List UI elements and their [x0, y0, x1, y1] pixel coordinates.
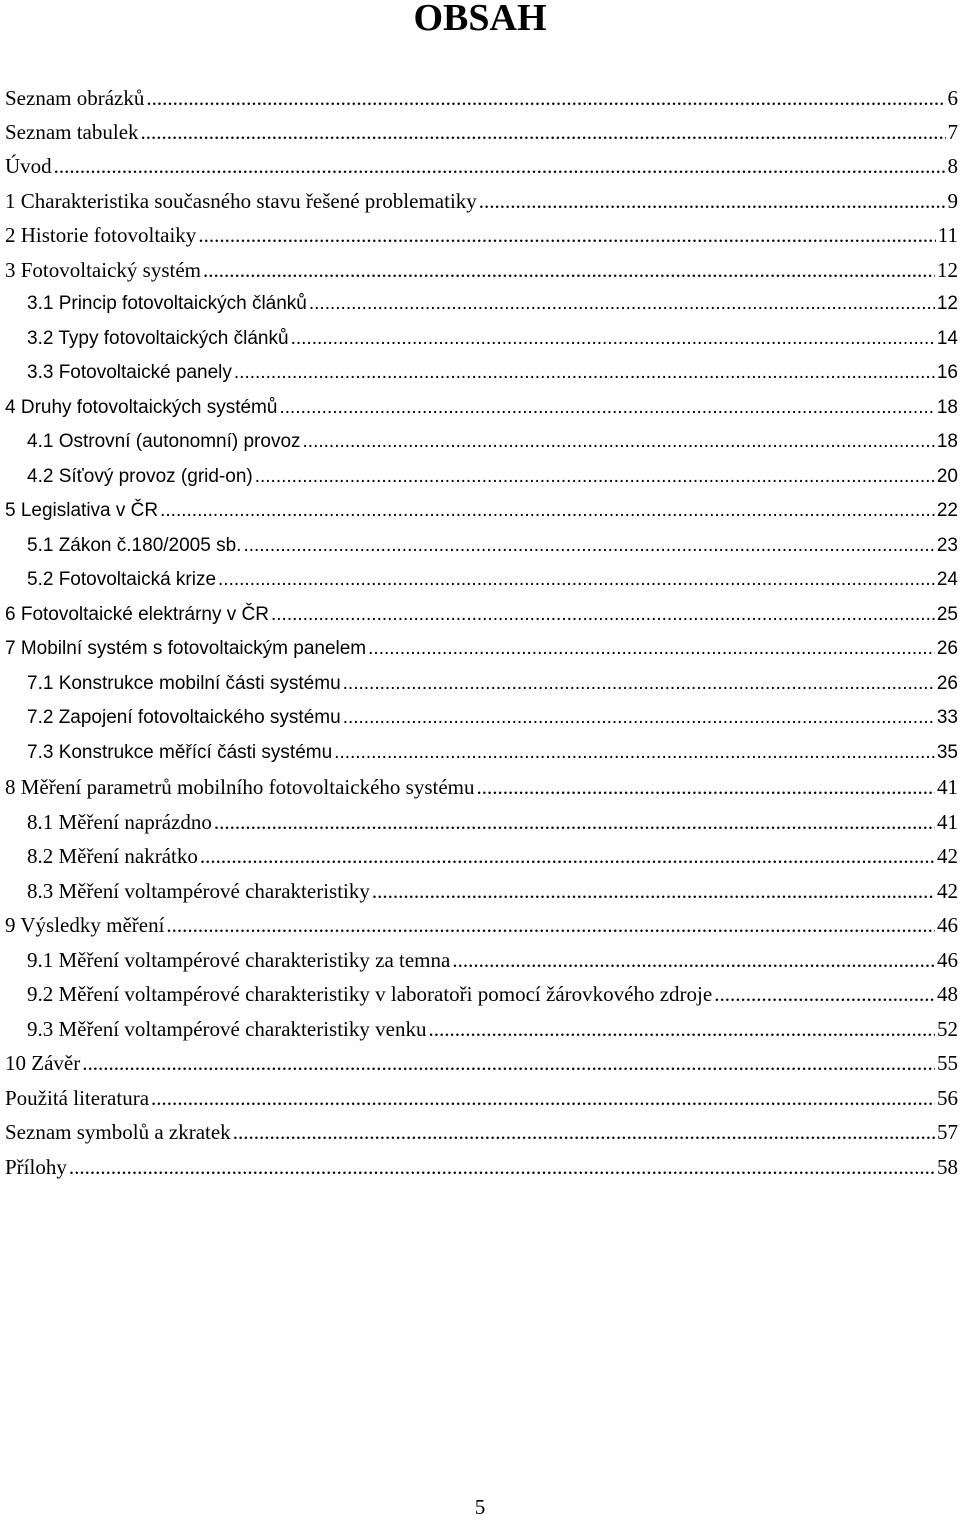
- toc-entry[interactable]: [5, 1084, 960, 1112]
- dot-leader: [198, 221, 935, 249]
- dot-leader: [69, 1153, 935, 1181]
- toc-entry[interactable]: [5, 911, 960, 939]
- toc-entry-text: 5 Legislativa v ČR: [5, 500, 159, 521]
- toc-entry[interactable]: [27, 1015, 960, 1043]
- toc-entry-page: 57: [937, 1120, 958, 1144]
- toc-entry-page: 46: [937, 948, 958, 972]
- toc-entry-page: 26: [936, 638, 958, 659]
- dot-leader: [372, 877, 935, 905]
- toc-entry[interactable]: [5, 635, 960, 663]
- toc-entry-page: 18: [936, 431, 958, 452]
- toc-entry-page: 16: [936, 362, 958, 383]
- dot-leader: [714, 980, 935, 1008]
- toc-entry[interactable]: [27, 808, 960, 836]
- dot-leader: [291, 325, 935, 353]
- toc-entry[interactable]: [27, 739, 960, 767]
- toc-entry[interactable]: [27, 877, 960, 905]
- page-title: OBSAH: [413, 0, 547, 39]
- toc-entry[interactable]: [27, 359, 960, 387]
- toc-entry-text: Přílohy: [5, 1155, 67, 1179]
- toc-entry-text: 8.1 Měření naprázdno: [27, 810, 212, 834]
- toc-entry-text: 3.1 Princip fotovoltaických článků: [27, 293, 307, 314]
- toc-entry-text: 4.2 Síťový provoz (grid-on): [27, 466, 253, 487]
- dot-leader: [303, 428, 935, 456]
- toc-entry-text: Použitá literatura: [5, 1086, 150, 1110]
- toc-entry[interactable]: [27, 325, 960, 353]
- toc-entry-text: 5.2 Fotovoltaická krize: [27, 569, 217, 590]
- toc-entry-page: 24: [936, 569, 958, 590]
- dot-leader: [151, 1084, 935, 1112]
- dot-leader: [255, 463, 935, 491]
- toc-entry[interactable]: [27, 463, 960, 491]
- toc-entry-text: 8.3 Měření voltampérové charakteristiky: [27, 879, 370, 903]
- toc-entry-text: 2 Historie fotovoltaiky: [5, 223, 197, 247]
- dot-leader: [452, 946, 935, 974]
- toc-entry-text: 7.3 Konstrukce měřící části systému: [27, 742, 333, 763]
- dot-leader: [141, 118, 946, 146]
- toc-entry-page: 42: [937, 844, 958, 868]
- toc-entry-page: 9: [947, 189, 958, 213]
- toc-entry[interactable]: [27, 566, 960, 594]
- toc-entry-page: 42: [937, 879, 958, 903]
- dot-leader: [243, 532, 934, 560]
- toc-entry-page: 46: [937, 913, 958, 937]
- dot-leader: [200, 842, 935, 870]
- dot-leader: [428, 1015, 935, 1043]
- dot-leader: [146, 84, 945, 112]
- toc-entry-text: 9.2 Měření voltampérové charakteristiky v laboratoři pomocí žárovkového zdroje: [27, 982, 713, 1006]
- toc-entry[interactable]: [27, 290, 960, 318]
- dot-leader: [214, 808, 935, 836]
- toc-entry-text: 7.1 Konstrukce mobilní části systému: [27, 673, 341, 694]
- dot-leader: [343, 670, 935, 698]
- dot-leader: [234, 359, 935, 387]
- toc-entry-page: 14: [936, 328, 958, 349]
- toc-entry[interactable]: [27, 670, 960, 698]
- toc-entry[interactable]: [27, 704, 960, 732]
- toc-entry-text: 9.1 Měření voltampérové charakteristiky za temna: [27, 948, 451, 972]
- toc-entry-text: 9 Výsledky měření: [5, 913, 165, 937]
- dot-leader: [279, 394, 934, 422]
- toc-entry-page: 58: [937, 1155, 958, 1179]
- toc-entry-text: Seznam symbolů a zkratek: [5, 1120, 231, 1144]
- toc-entry-page: 33: [936, 707, 958, 728]
- toc-entry-text: 5.1 Zákon č.180/2005 sb.: [27, 535, 242, 556]
- toc-entry[interactable]: [5, 187, 960, 215]
- dot-leader: [309, 290, 935, 318]
- toc-entry-text: 8.2 Měření nakrátko: [27, 844, 198, 868]
- toc-entry-page: 11: [937, 223, 958, 247]
- toc-entry-text: 9.3 Měření voltampérové charakteristiky venku: [27, 1017, 427, 1041]
- toc-entry-text: 3.2 Typy fotovoltaických článků: [27, 328, 289, 349]
- toc-entry-text: Seznam obrázků: [5, 86, 145, 110]
- toc-entry-text: 1 Charakteristika současného stavu řešené problematiky: [5, 189, 477, 213]
- page-number: 5: [474, 1495, 486, 1519]
- dot-leader: [479, 187, 946, 215]
- toc-entry-text: 4 Druhy fotovoltaických systémů: [5, 397, 278, 418]
- toc-entry[interactable]: [27, 946, 960, 974]
- toc-entry-page: 55: [937, 1051, 958, 1075]
- toc-entry-text: 4.1 Ostrovní (autonomní) provoz: [27, 431, 301, 452]
- toc-entry[interactable]: [27, 532, 960, 560]
- toc-entry[interactable]: [5, 601, 960, 629]
- toc-entry-page: 12: [936, 293, 958, 314]
- dot-leader: [271, 601, 935, 629]
- dot-leader: [233, 1118, 935, 1146]
- toc-entry[interactable]: [5, 773, 960, 801]
- toc-entry[interactable]: [5, 256, 960, 284]
- toc-entry-text: Seznam tabulek: [5, 120, 139, 144]
- toc-entry[interactable]: [5, 84, 960, 112]
- toc-entry-text: Úvod: [5, 154, 52, 178]
- toc-entry-page: 52: [937, 1017, 958, 1041]
- toc-entry[interactable]: [5, 1118, 960, 1146]
- dot-leader: [54, 152, 946, 180]
- toc-entry[interactable]: [5, 394, 960, 422]
- dot-leader: [368, 635, 935, 663]
- toc-entry-page: 35: [936, 742, 958, 763]
- toc-entry-page: 26: [936, 673, 958, 694]
- toc-entry-text: 6 Fotovoltaické elektrárny v ČR: [5, 604, 269, 625]
- toc-entry[interactable]: [5, 118, 960, 146]
- toc-entry-page: 41: [937, 810, 958, 834]
- toc-entry-page: 8: [947, 154, 958, 178]
- toc-entry-text: 7.2 Zapojení fotovoltaického systému: [27, 707, 341, 728]
- toc-entry-page: 25: [936, 604, 958, 625]
- toc-entry-text: 10 Závěr: [5, 1051, 81, 1075]
- toc-entry-page: 12: [937, 258, 958, 282]
- toc-entry[interactable]: [5, 497, 960, 525]
- toc-entry[interactable]: [27, 842, 960, 870]
- toc-entry[interactable]: [27, 980, 960, 1008]
- toc-entry[interactable]: [5, 1153, 960, 1181]
- toc-entry-text: 3 Fotovoltaický systém: [5, 258, 201, 282]
- dot-leader: [166, 911, 935, 939]
- toc-entry-page: 41: [937, 775, 958, 799]
- dot-leader: [203, 256, 935, 284]
- toc-entry-page: 56: [937, 1086, 958, 1110]
- toc-entry-page: 48: [937, 982, 958, 1006]
- dot-leader: [218, 566, 935, 594]
- toc-entry[interactable]: [5, 221, 960, 249]
- dot-leader: [343, 704, 935, 732]
- toc-entry[interactable]: [5, 152, 960, 180]
- toc-entry-text: 3.3 Fotovoltaické panely: [27, 362, 232, 383]
- toc-entry-page: 6: [947, 86, 958, 110]
- toc-entry[interactable]: [5, 1049, 960, 1077]
- toc-entry-page: 20: [936, 466, 958, 487]
- dot-leader: [160, 497, 935, 525]
- toc-entry-text: 8 Měření parametrů mobilního fotovoltaického systému: [5, 775, 475, 799]
- toc-entry-page: 23: [936, 535, 958, 556]
- toc-entry-text: 7 Mobilní systém s fotovoltaickým panelem: [5, 638, 367, 659]
- toc-entry-page: 18: [936, 397, 958, 418]
- dot-leader: [476, 773, 935, 801]
- dot-leader: [334, 739, 935, 767]
- toc-entry-page: 22: [936, 500, 958, 521]
- toc-entry[interactable]: [27, 428, 960, 456]
- toc-entry-page: 7: [947, 120, 958, 144]
- dot-leader: [82, 1049, 935, 1077]
